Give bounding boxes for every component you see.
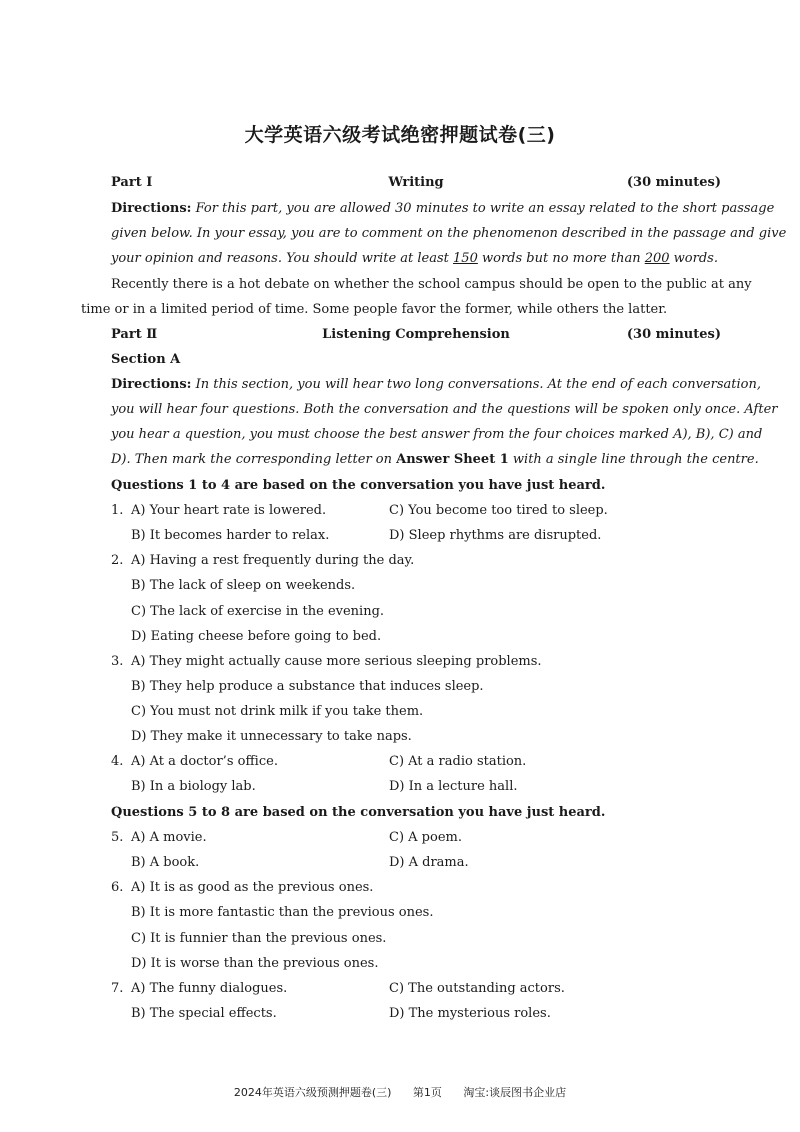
option-a: A) At a doctor’s office.	[131, 754, 278, 769]
part2-time: (30 minutes)	[626, 327, 721, 342]
question-number: 1.	[111, 503, 124, 518]
option-d: D) A drama.	[389, 855, 469, 870]
option-b: B) The lack of sleep on weekends.	[131, 578, 356, 593]
option-d: D) They make it unnecessary to take naps.	[131, 729, 412, 744]
option-a: A) A movie.	[131, 830, 207, 845]
footer-exam-title: 2024年英语六级预测押题卷(三)	[233, 1086, 392, 1099]
answer-sheet-label: Answer Sheet 1	[396, 452, 509, 467]
passage-line1: Recently there is a hot debate on whether the school campus should be open to the public at any	[111, 277, 752, 292]
directions-text: D). Then mark the corresponding letter on	[111, 452, 397, 467]
part1-label: Part Ⅰ	[111, 175, 153, 190]
passage-line2: time or in a limited period of time. Some people favor the former, while others the latter.	[81, 302, 668, 317]
part2-directions-line3: you hear a question, you must choose the best answer from the four choices marked A), B), C) and	[111, 427, 763, 442]
option-d: D) In a lecture hall.	[389, 779, 518, 794]
directions-text: words but no more than	[477, 251, 645, 266]
page-title: 大学英语六级考试绝密押题试卷(三)	[244, 124, 556, 146]
part1-directions-line3	[111, 250, 721, 268]
footer-shop: 淘宝:谈辰图书企业店	[463, 1086, 567, 1099]
question-number: 6.	[111, 880, 124, 895]
page-footer	[0, 1084, 800, 1100]
directions-text: For this part, you are allowed 30 minutes to write an essay related to the short passage	[195, 201, 775, 216]
option-d: D) It is worse than the previous ones.	[131, 956, 379, 971]
directions-text: In this section, you will hear two long conversations. At the end of each conversation,	[195, 377, 761, 392]
option-d: D) Eating cheese before going to bed.	[131, 629, 382, 644]
directions-label: Directions:	[111, 201, 192, 216]
option-c: C) You must not drink milk if you take them.	[131, 704, 424, 719]
part1-directions-line2: given below. In your essay, you are to comment on the phenomenon described in the passage and give	[111, 226, 787, 241]
group2-header: Questions 5 to 8 are based on the conversation you have just heard.	[111, 805, 606, 820]
part1-name: Writing	[388, 175, 444, 190]
option-a: A) The funny dialogues.	[131, 981, 288, 996]
directions-label: Directions:	[111, 377, 192, 392]
option-a: A) They might actually cause more serious sleeping problems.	[131, 654, 542, 669]
option-b: B) It becomes harder to relax.	[131, 528, 330, 543]
option-d: D) Sleep rhythms are disrupted.	[389, 528, 602, 543]
option-c: C) It is funnier than the previous ones.	[131, 931, 387, 946]
group1-header: Questions 1 to 4 are based on the conversation you have just heard.	[111, 478, 606, 493]
option-b: B) The special effects.	[131, 1006, 277, 1021]
option-c: C) The outstanding actors.	[389, 981, 565, 996]
directions-text: your opinion and reasons. You should write at least	[111, 251, 454, 266]
option-b: B) In a biology lab.	[131, 779, 256, 794]
directions-text: words.	[669, 251, 718, 266]
directions-text: with a single line through the centre.	[508, 452, 759, 467]
footer-page-number: 第1页	[412, 1086, 442, 1099]
min-words: 150	[453, 251, 478, 266]
option-c: C) A poem.	[389, 830, 462, 845]
option-a: A) Having a rest frequently during the day.	[131, 553, 415, 568]
part2-name: Listening Comprehension	[322, 327, 510, 342]
question-number: 3.	[111, 654, 124, 669]
option-a: A) Your heart rate is lowered.	[131, 503, 327, 518]
option-b: B) It is more fantastic than the previous ones.	[131, 905, 434, 920]
option-c: C) At a radio station.	[389, 754, 527, 769]
section-a-heading: Section A	[111, 352, 181, 367]
question-number: 4.	[111, 754, 124, 769]
option-d: D) The mysterious roles.	[389, 1006, 551, 1021]
part1-time: (30 minutes)	[626, 175, 721, 190]
option-b: B) They help produce a substance that induces sleep.	[131, 679, 484, 694]
part2-label: Part Ⅱ	[111, 327, 158, 342]
option-c: C) You become too tired to sleep.	[389, 503, 608, 518]
part2-directions-line2: you will hear four questions. Both the conversation and the questions will be spoken only once. After	[111, 402, 778, 417]
option-c: C) The lack of exercise in the evening.	[131, 604, 385, 619]
part2-directions-line1	[111, 376, 761, 394]
max-words: 200	[644, 251, 670, 266]
option-a: A) It is as good as the previous ones.	[131, 880, 374, 895]
part2-directions-line4	[111, 451, 759, 469]
part1-directions-line1	[111, 200, 775, 218]
question-number: 2.	[111, 553, 124, 568]
question-number: 5.	[111, 830, 124, 845]
question-number: 7.	[111, 981, 124, 996]
option-b: B) A book.	[131, 855, 200, 870]
